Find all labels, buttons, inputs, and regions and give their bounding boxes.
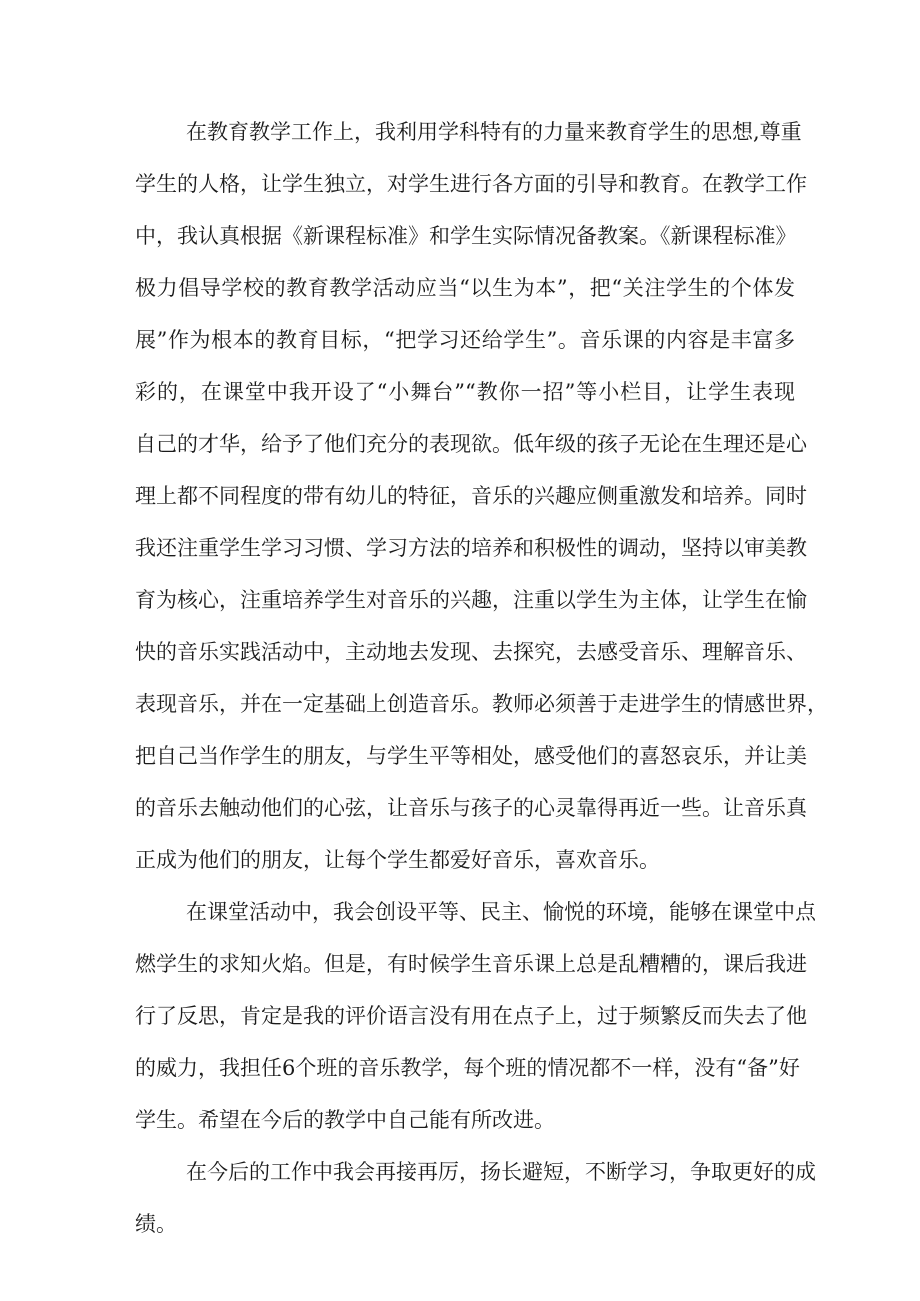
paragraph-line: 展”作为根本的教育目标，“把学习还给学生”。音乐课的内容是丰富多 [135,328,795,352]
paragraph-line: 在今后的工作中我会再接再厉，扬长避短，不断学习，争取更好的成 [186,1160,816,1184]
paragraph-line: 理上都不同程度的带有幼儿的特征，音乐的兴趣应侧重激发和培养。同时 [135,484,807,508]
paragraph-line: 中，我认真根据《新课程标准》和学生实际情况备教案。《新课程标准》 [135,224,797,248]
paragraph-line: 燃学生的求知火焰。但是，有时候学生音乐课上总是乱糟糟的，课后我进 [135,952,807,976]
paragraph-line: 极力倡导学校的教育教学活动应当“以生为本”，把“关注学生的个体发 [135,276,795,300]
paragraph-line: 快的音乐实践活动中，主动地去发现、去探究，去感受音乐、理解音乐、 [135,640,807,664]
paragraph-line: 在教育教学工作上，我利用学科特有的力量来教育学生的思想,尊重 [186,120,802,144]
paragraph-line: 彩的，在课堂中我开设了“小舞台”“教你一招”等小栏目，让学生表现 [135,380,795,404]
paragraph-line: 绩。 [135,1212,177,1236]
paragraph-line: 在课堂活动中，我会创设平等、民主、愉悦的环境，能够在课堂中点 [186,900,816,924]
paragraph-line: 自己的才华，给予了他们充分的表现欲。低年级的孩子无论在生理还是心 [135,432,807,456]
paragraph-line: 育为核心，注重培养学生对音乐的兴趣，注重以学生为主体，让学生在愉 [135,588,807,612]
paragraph-line: 行了反思，肯定是我的评价语言没有用在点子上，过于频繁反而失去了他 [135,1004,807,1028]
paragraph-line: 的音乐去触动他们的心弦，让音乐与孩子的心灵靠得再近一些。让音乐真 [135,796,807,820]
paragraph-line: 学生的人格，让学生独立，对学生进行各方面的引导和教育。在教学工作 [135,172,807,196]
paragraph-line: 表现音乐，并在一定基础上创造音乐。教师必须善于走进学生的情感世界， [135,692,828,716]
paragraph-line: 学生。希望在今后的教学中自己能有所改进。 [135,1108,555,1132]
paragraph-line: 的威力，我担任6个班的音乐教学，每个班的情况都不一样，没有“备”好 [135,1056,800,1080]
paragraph-line: 我还注重学生学习习惯、学习方法的培养和积极性的调动，坚持以审美教 [135,536,807,560]
paragraph-line: 正成为他们的朋友，让每个学生都爱好音乐，喜欢音乐。 [135,848,660,872]
paragraph-line: 把自己当作学生的朋友，与学生平等相处，感受他们的喜怒哀乐，并让美 [135,744,807,768]
